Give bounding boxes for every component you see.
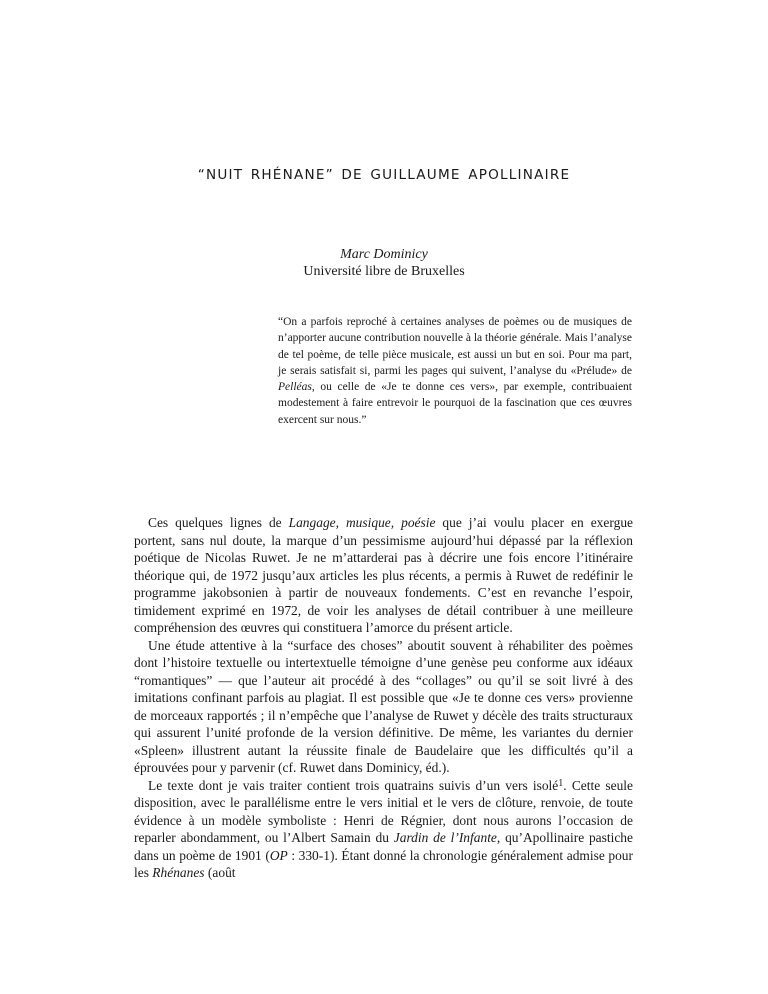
author-name: Marc Dominicy [340, 247, 428, 262]
p3-italic-op: OP [269, 847, 288, 863]
p3-text-b: . Cette seule disposition, avec le parallélisme entre le vers initial et le vers de clôture, renvoie, de toute évidence à un modèle symboliste : Henri de Régnier, dont nous aurons l’occasion de reparler abondamment, ou l’Albert Samain du [134, 777, 634, 845]
article-title: “NUIT RHÉNANE” DE GUILLAUME APOLLINAIRE [197, 167, 571, 183]
author-affiliation: Université libre de Bruxelles [303, 264, 465, 279]
p3-text-e: (août [204, 865, 236, 880]
author-block [0, 246, 768, 280]
body-paragraph-1 [134, 514, 633, 637]
p1-text-post: que j’ai voulu placer en exergue portent, sans nul doute, la marque d’un pessimisme aujourd’hui dépassé par la réflexion poétique de Nicolas Ruwet. Je ne m’attarderai pas à décrire une fois encore l’itinéraire théorique qui, de 1972 jusqu’aux articles les plus récents, a permis à Ruwet de redéfinir le programme jakobsonien à partir de nouveaux fondements. C’est en revanche l’espoir, timidement exprimé en 1972, de voir les analyses de détail contribuer à une meilleure compréhension des œuvres qui constituera l’amorce du présent article. [134, 515, 633, 635]
p1-italic-title: Langage, musique, poésie [288, 515, 436, 530]
p3-text-c: , qu’Apollinaire pastiche dans un poème de 1901 ( [134, 830, 633, 863]
p3-text-d: : 330-1). Étant donné la chronologie généralement admise pour les [134, 847, 633, 880]
epigraph-quote [278, 314, 632, 428]
p3-italic-jardin: Jardin de l’Infante [393, 830, 497, 845]
epigraph-italic-pelleas: Pelléas [278, 381, 312, 394]
footnote-marker[interactable]: 1 [558, 777, 564, 789]
article-body [134, 514, 633, 882]
epigraph-text-2: , ou celle de «Je te donne ces vers», par exemple, contribuaient modestement à faire entrevoir le pourquoi de la fascination que ces œuvres exercent sur nous.” [278, 381, 632, 426]
p1-text-pre: Ces quelques lignes de [148, 515, 289, 530]
p3-text-a: Le texte dont je vais traiter contient trois quatrains suivis d’un vers isolé [148, 777, 559, 793]
body-paragraph-2: Une étude attentive à la “surface des choses” aboutit souvent à réhabiliter des poèmes dont l’histoire textuelle ou intertextuelle témoigne d’une genèse peu conforme aux idéaux “romantiques” — que l’auteur ait procédé à des “collages” ou qu’il se soit livré à des imitations confinant parfois au plagiat. Il est possible que «Je te donne ces vers» provienne de morceaux rapportés ; il n’empêche que l’analyse de Ruwet y décèle des traits structuraux qui assurent l’unité profonde de la version définitive. De même, les variantes du dernier «Spleen» illustrent autant la réussite finale de Baudelaire que les difficultés qu’il a éprouvées pour y parvenir (cf. Ruwet dans Dominicy, éd.). [134, 637, 633, 775]
epigraph-text-1: “On a parfois reproché à certaines analyses de poèmes ou de musiques de n’apporter aucune contribution nouvelle à la théorie générale. Mais l’analyse de tel poème, de telle pièce musicale, est aussi un but en soi. Pour ma part, je serais satisfait si, parmi les pages qui suivent, l’analyse du «Prélude» de [278, 316, 632, 377]
p3-italic-rhenanes: Rhénanes [152, 865, 205, 880]
body-paragraph-3 [134, 777, 633, 882]
